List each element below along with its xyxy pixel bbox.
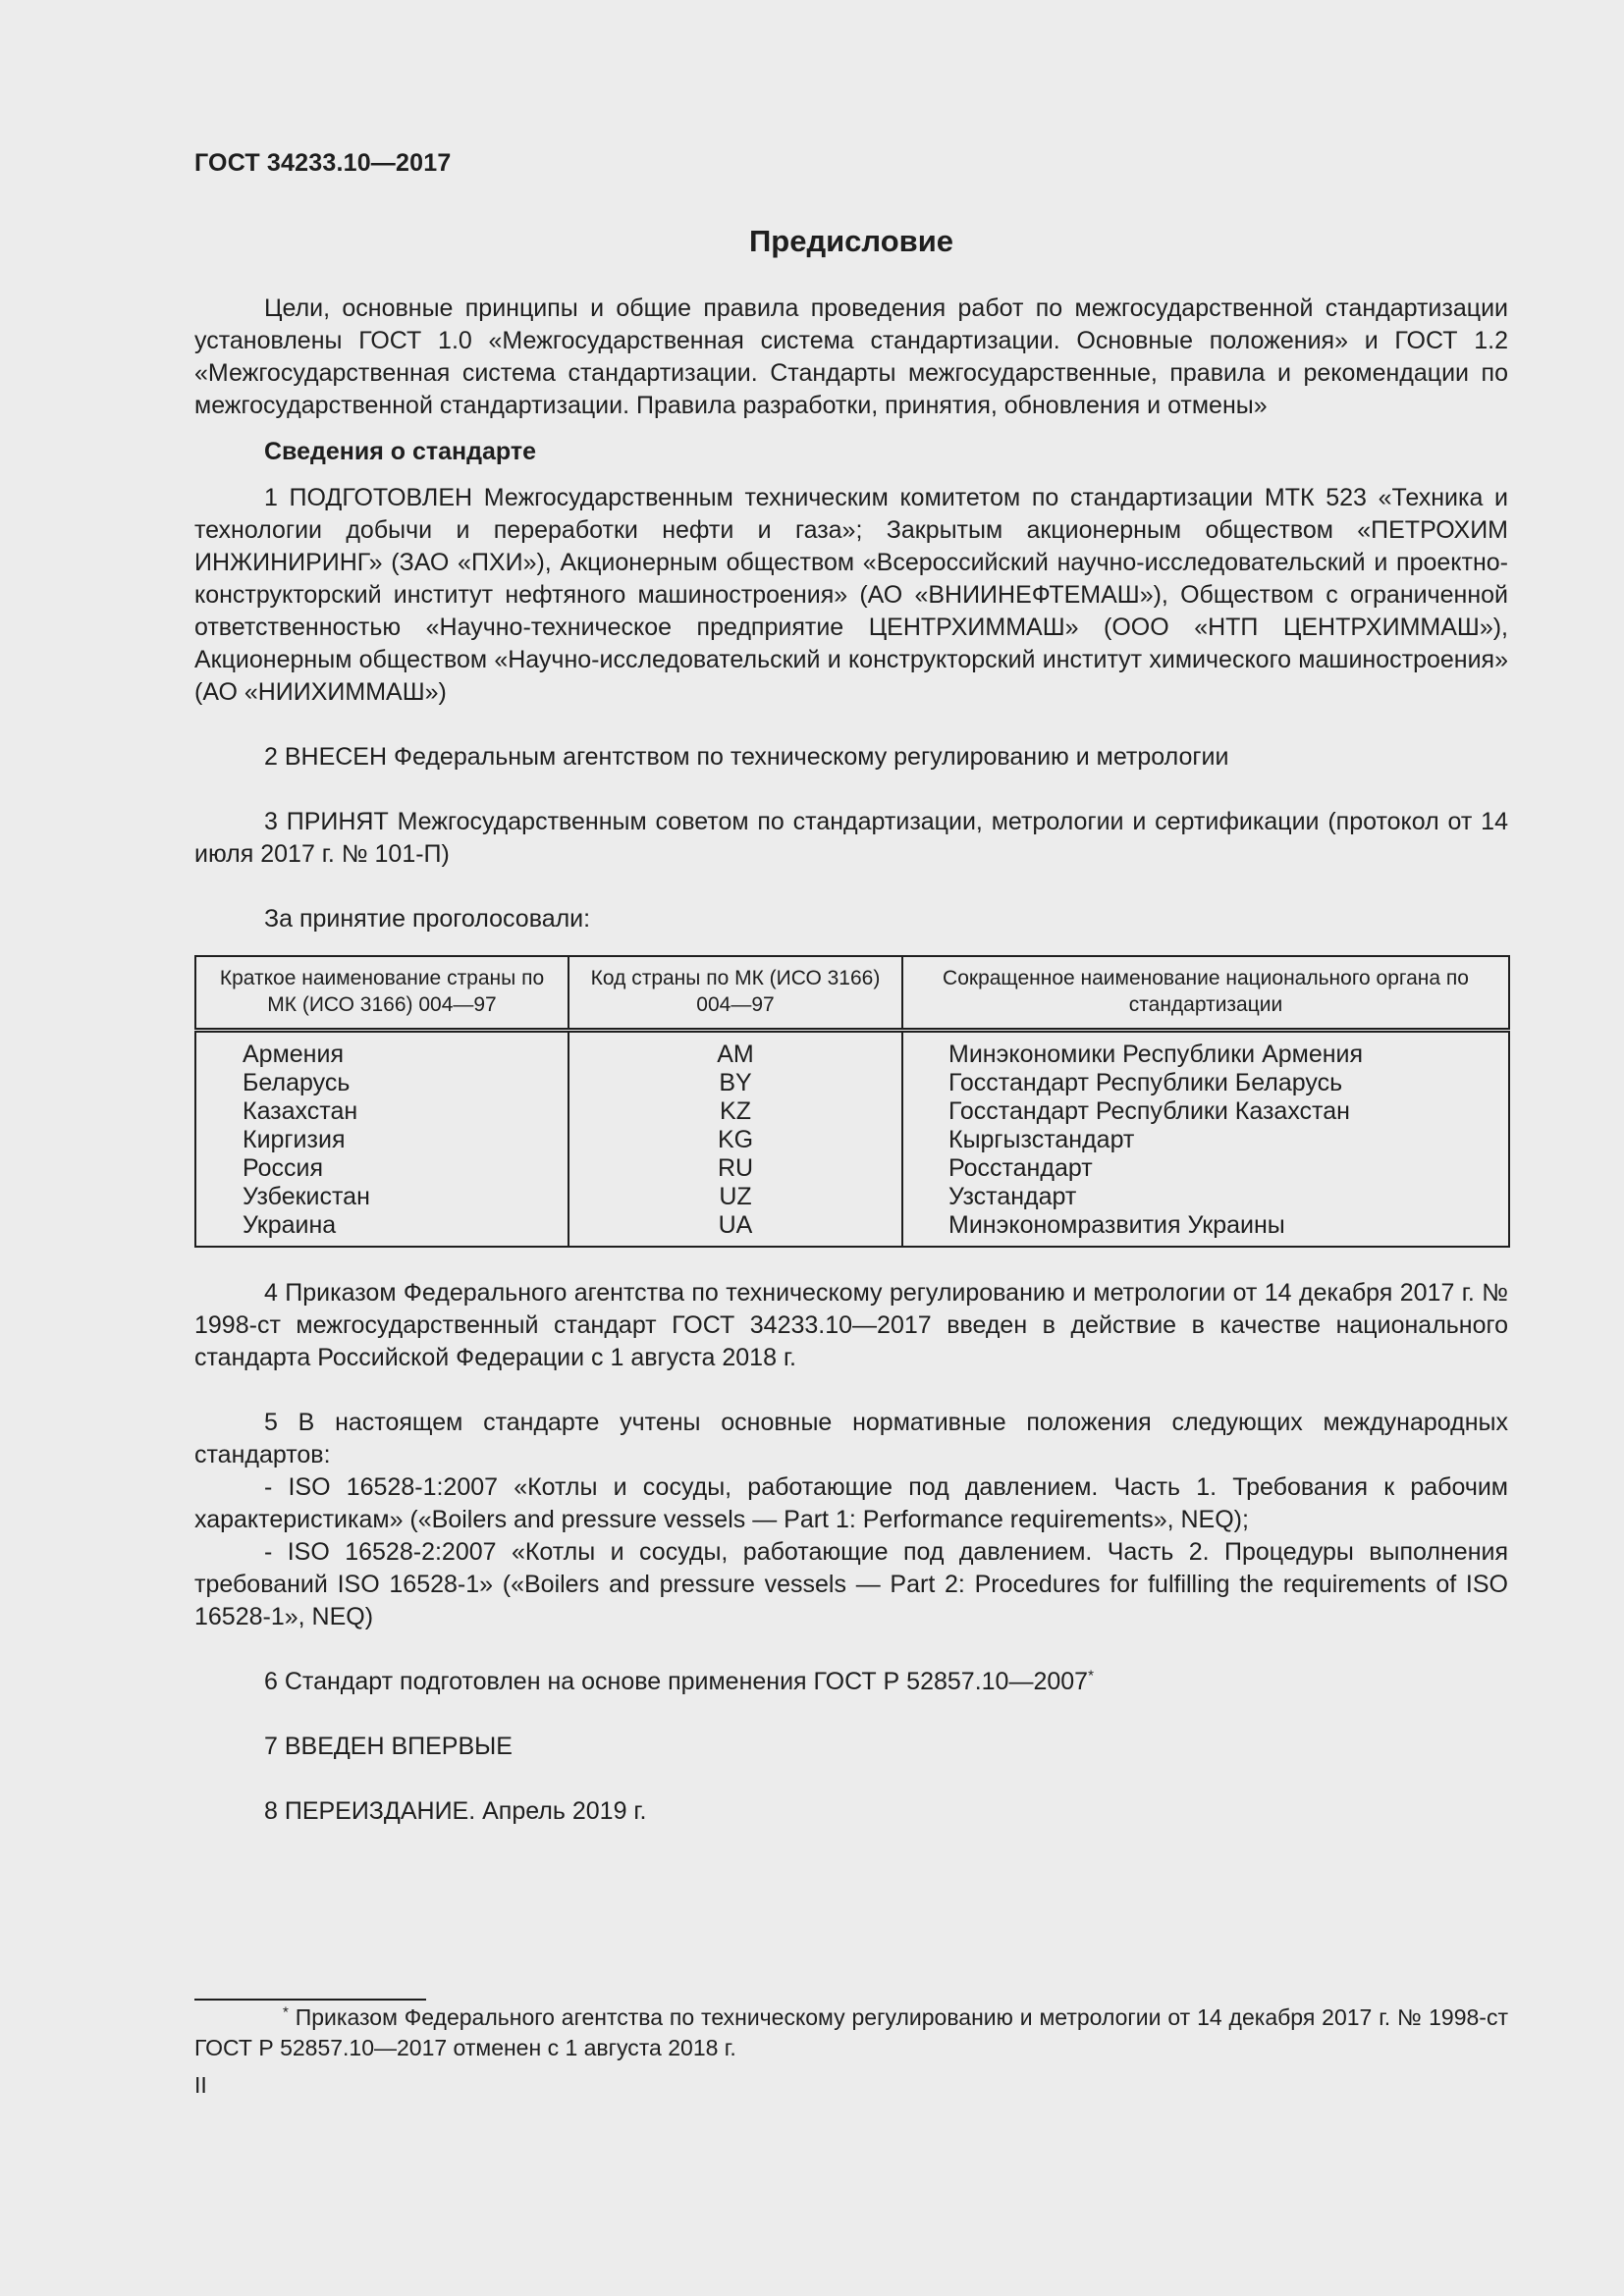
table-row <box>195 1211 1509 1247</box>
country-code: KZ <box>568 1097 902 1126</box>
agency-name: Госстандарт Республики Казахстан <box>902 1097 1509 1126</box>
country-code: BY <box>568 1069 902 1097</box>
country-name: Киргизия <box>243 1126 346 1153</box>
footnote-mark: * <box>283 2003 289 2021</box>
table-row <box>195 1154 1509 1183</box>
agency-name: Минэкономики Республики Армения <box>902 1031 1509 1070</box>
page-title: Предисловие <box>748 224 953 258</box>
table-row <box>195 1097 1509 1126</box>
table-row <box>195 1069 1509 1097</box>
country-code: RU <box>568 1154 902 1183</box>
item-1-paragraph: 1 ПОДГОТОВЛЕН Межгосударственным техническим комитетом по стандартизации МТК 523 «Техника и технологии добычи и переработки нефти и газа»; Закрытым акционерным обществом «ПЕТРОХИМ ИНЖИНИРИНГ» (ЗАО «ПХИ»), Акционерным обществом «Всероссийский научно-исследовательский и проектно-конструкторский институт нефтяного машиностроения» (АО «ВНИИНЕФТЕМАШ»), Обществом с ограниченной ответственностью «Научно-техническое предприятие ЦЕНТРХИММАШ» (ООО «НТП ЦЕНТРХИММАШ»), Акционерным обществом «Научно-исследовательский и конструкторский институт химического машиностроения» (АО «НИИХИММАШ») <box>194 484 1508 706</box>
item-6-text: 6 Стандарт подготовлен на основе применения ГОСТ Р 52857.10—2007 <box>264 1668 1089 1695</box>
agency-name: Узстандарт <box>902 1183 1509 1211</box>
item-6-paragraph <box>194 1666 1508 1698</box>
footnote-divider <box>194 1999 426 2001</box>
votes-table <box>194 955 1510 1248</box>
footnote-reference[interactable]: * <box>1088 1667 1094 1684</box>
section-subheading: Сведения о стандарте <box>264 438 537 465</box>
table-header-code: Код страны по МК (ИСО 3166) 004—97 <box>568 956 902 1031</box>
footnote-text: Приказом Федерального агентства по техническому регулированию и метрологии от 14 декабря 2017 г. № 1998-ст ГОСТ Р 52857.10—2017 отменен с 1 августа 2018 г. <box>194 2004 1508 2060</box>
country-code: AM <box>568 1031 902 1070</box>
table-header-agency: Сокращенное наименование национального органа по стандартизации <box>902 956 1509 1031</box>
country-name: Армения <box>243 1041 344 1068</box>
item-2-paragraph: 2 ВНЕСЕН Федеральным агентством по техническому регулированию и метрологии <box>264 743 1229 771</box>
item-8-paragraph: 8 ПЕРЕИЗДАНИЕ. Апрель 2019 г. <box>264 1797 647 1825</box>
table-header-country: Краткое наименование страны по МК (ИСО 3166) 004—97 <box>195 956 568 1031</box>
item-5a-paragraph: - ISO 16528-1:2007 «Котлы и сосуды, работающие под давлением. Часть 1. Требования к рабочим характеристикам» («Boilers and pressure vessels — Part 1: Performance requirements», NEQ); <box>194 1473 1508 1533</box>
item-7-paragraph: 7 ВВЕДЕН ВПЕРВЫЕ <box>264 1733 513 1760</box>
table-row <box>195 1031 1509 1070</box>
intro-paragraph: Цели, основные принципы и общие правила проведения работ по межгосударственной стандартизации установлены ГОСТ 1.0 «Межгосударственная система стандартизации. Основные положения» и ГОСТ 1.2 «Межгосударственная система стандартизации. Стандарты межгосударственные, правила и рекомендации по межгосударственной стандартизации. Правила разработки, принятия, обновления и отмены» <box>194 294 1508 419</box>
agency-name: Минэкономразвития Украины <box>902 1211 1509 1247</box>
item-4-paragraph: 4 Приказом Федерального агентства по техническому регулированию и метрологии от 14 декабря 2017 г. № 1998-ст межгосударственный стандарт ГОСТ 34233.10—2017 введен в действие в качестве национального стандарта Российской Федерации с 1 августа 2018 г. <box>194 1279 1508 1371</box>
country-name: Россия <box>243 1154 323 1182</box>
document-code: ГОСТ 34233.10—2017 <box>194 149 452 177</box>
footnote <box>194 2002 1508 2063</box>
page-number: II <box>194 2072 207 2098</box>
item-5b-paragraph: - ISO 16528-2:2007 «Котлы и сосуды, работающие под давлением. Часть 2. Процедуры выполнения требований ISO 16528-1» («Boilers and pressure vessels — Part 2: Procedures for fulfilling the requirements of ISO 16528-1», NEQ) <box>194 1538 1508 1630</box>
page-content <box>194 222 1508 1828</box>
country-name: Казахстан <box>243 1097 358 1125</box>
country-name: Узбекистан <box>243 1183 370 1210</box>
table-row <box>195 1126 1509 1154</box>
country-name: Беларусь <box>243 1069 351 1096</box>
country-name: Украина <box>243 1211 337 1239</box>
country-code: UZ <box>568 1183 902 1211</box>
agency-name: Кыргызстандарт <box>902 1126 1509 1154</box>
agency-name: Госстандарт Республики Беларусь <box>902 1069 1509 1097</box>
item-5-paragraph: 5 В настоящем стандарте учтены основные нормативные положения следующих международных стандартов: <box>194 1409 1508 1468</box>
country-code: UA <box>568 1211 902 1247</box>
agency-name: Росстандарт <box>902 1154 1509 1183</box>
country-code: KG <box>568 1126 902 1154</box>
table-header-row <box>195 956 1509 1031</box>
votes-intro: За принятие проголосовали: <box>264 905 591 933</box>
item-3-paragraph: 3 ПРИНЯТ Межгосударственным советом по стандартизации, метрологии и сертификации (протокол от 14 июля 2017 г. № 101-П) <box>194 808 1508 868</box>
table-row <box>195 1183 1509 1211</box>
